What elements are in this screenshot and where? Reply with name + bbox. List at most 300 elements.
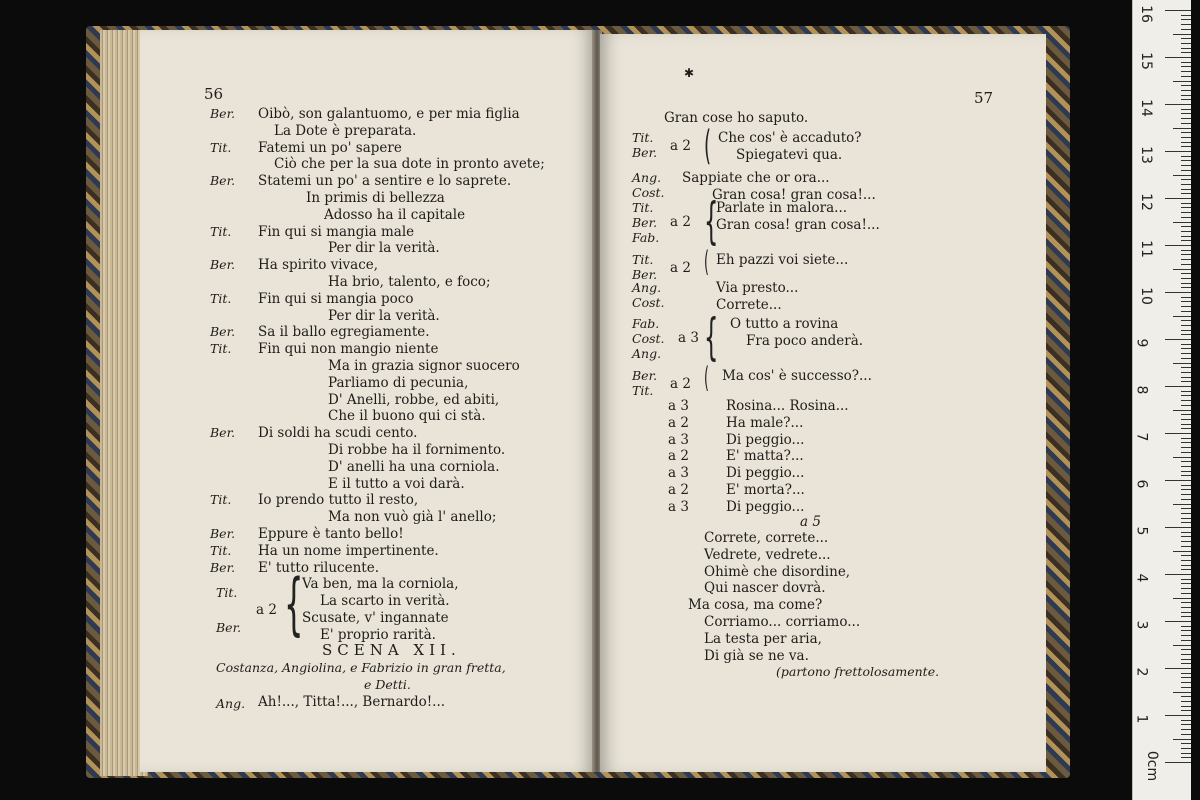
ruler-tick (1165, 151, 1191, 152)
ruler-label: 7 (1133, 432, 1150, 442)
ruler-tick (1181, 555, 1191, 556)
speaker-label: Cost. (632, 295, 665, 310)
ruler-tick (1181, 588, 1191, 589)
ruler-tick (1181, 207, 1191, 208)
ruler-tick (1181, 165, 1191, 166)
speaker-label: Ang. (632, 170, 662, 185)
duet-marker: a 2 (256, 602, 277, 618)
ruler-label: 14 (1137, 99, 1154, 117)
ruler-tick (1181, 381, 1191, 382)
ensemble-brace: { (704, 307, 719, 366)
speaker-label: Ber. (210, 173, 236, 189)
verse-line: Fatemi un po' sapere (258, 139, 402, 156)
verse-line: Ma in grazia signor suocero (328, 358, 520, 374)
verse-line: Gran cosa! gran cosa!... (712, 187, 876, 203)
ruler-tick (1165, 762, 1191, 763)
ruler-tick (1181, 43, 1191, 44)
verse-line: Di soldi ha scudi cento. (258, 425, 418, 442)
ruler-label: 5 (1133, 526, 1150, 536)
verse-line: Qui nascer dovrà. (704, 580, 826, 597)
ensemble-brace: { (704, 191, 719, 250)
ruler-tick (1181, 301, 1191, 302)
verse-line: Sappiate che or ora... (682, 170, 830, 186)
ruler-label: 10 (1137, 287, 1154, 305)
verse-line: Di peggio... (726, 431, 805, 448)
ruler-tick (1181, 236, 1191, 237)
verse-line: Ma cos' è successo?... (722, 368, 872, 384)
speaker-label: Ber. (210, 559, 236, 575)
ruler-tick (1181, 71, 1191, 72)
ruler-tick (1181, 156, 1191, 157)
ruler-tick (1165, 668, 1191, 669)
speaker-label: Ang. (216, 696, 246, 711)
stage-direction: Costanza, Angiolina, e Fabrizio in gran fretta, (216, 660, 506, 675)
ruler-tick (1165, 245, 1191, 246)
ruler-tick (1181, 348, 1191, 349)
ruler-tick (1181, 640, 1191, 641)
verse-line: Ah!..., Titta!..., Bernardo!... (258, 694, 446, 710)
speaker-label: Ang. (632, 280, 662, 295)
ruler-tick (1181, 334, 1191, 335)
ensemble-marker: a 3 (678, 330, 699, 346)
ensemble-marker: a 2 (670, 376, 691, 392)
ruler-tick (1181, 532, 1191, 533)
left-page (140, 30, 594, 772)
ruler-tick (1181, 536, 1191, 537)
ruler-label: 4 (1133, 573, 1150, 583)
ruler-tick (1181, 358, 1191, 359)
ruler-label: 9 (1133, 338, 1150, 348)
speaker-label: Ber. (210, 257, 236, 273)
ruler-tick (1181, 76, 1191, 77)
verse-line: Oibò, son galantuomo, e per mia figlia (258, 106, 520, 122)
speaker-label: Fab. (632, 230, 660, 245)
ruler-tick (1165, 292, 1191, 293)
speaker-label: Fab. (632, 316, 660, 331)
ensemble-marker: a 3 (668, 465, 689, 482)
speaker-label: Tit. (210, 290, 232, 306)
verse-line: Per dir la verità. (328, 240, 440, 257)
speaker-label: Tit. (210, 492, 232, 508)
speaker-label: Ber. (210, 324, 236, 340)
ruler-tick (1181, 626, 1191, 627)
ruler-tick (1181, 123, 1191, 124)
ensemble-marker: a 2 (668, 448, 689, 465)
speaker-label: Cost. (632, 185, 665, 200)
ruler-tick (1181, 518, 1191, 519)
ruler-tick (1165, 527, 1191, 528)
ruler-tick (1165, 715, 1191, 716)
verse-line: Fin qui si mangia male (258, 223, 415, 240)
verse-line: In primis di bellezza (306, 190, 445, 206)
ruler-tick (1173, 504, 1191, 505)
ensemble-marker: a 2 (670, 214, 691, 230)
verse-line: Ma cosa, ma come? (688, 597, 823, 614)
ruler-tick (1165, 433, 1191, 434)
verse-line: Ciò che per la sua dote in pronto avete; (274, 156, 545, 173)
speaker-label: Ber. (632, 215, 658, 230)
speaker-label: Tit. (210, 542, 232, 558)
exit-direction: (partono frettolosamente. (776, 664, 940, 679)
ruler-tick (1181, 179, 1191, 180)
ruler-tick (1181, 259, 1191, 260)
ruler-tick (1181, 146, 1191, 147)
ruler-tick (1181, 400, 1191, 401)
ruler-tick (1181, 466, 1191, 467)
ruler-label: 16 (1137, 5, 1154, 23)
ruler-tick (1165, 57, 1191, 58)
ruler-tick (1181, 673, 1191, 674)
ruler-tick (1181, 452, 1191, 453)
measuring-ruler (1132, 0, 1191, 800)
ruler-label: 13 (1137, 146, 1154, 164)
verse-line: La Dote è preparata. (274, 122, 417, 139)
ruler-tick (1181, 706, 1191, 707)
ruler-tick (1173, 410, 1191, 411)
verse-line: Per dir la verità. (328, 307, 440, 324)
ruler-tick (1173, 363, 1191, 364)
verse-line: Di peggio... (726, 465, 805, 482)
verse-line: Rosina... Rosina... (726, 398, 849, 414)
ruler-tick (1181, 15, 1191, 16)
ruler-tick (1181, 95, 1191, 96)
verse-line: Ohimè che disordine, (704, 563, 851, 580)
speaker-label: Ber. (632, 145, 658, 160)
ruler-tick (1173, 551, 1191, 552)
speaker-label: Ber. (632, 267, 658, 282)
verse-line: Parliamo di pecunia, (328, 374, 469, 391)
ruler-tick (1181, 132, 1191, 133)
ensemble-marker: a 2 (668, 482, 689, 498)
verse-line: Ha brio, talento, e foco; (328, 274, 491, 290)
verse-line: Corriamo... corriamo... (704, 614, 861, 630)
ruler-tick (1181, 494, 1191, 495)
verse-line: Eh pazzi voi siete... (716, 252, 849, 268)
ruler-tick (1181, 330, 1191, 331)
verse-line: Fin qui si mangia poco (258, 290, 414, 307)
ruler-tick (1181, 734, 1191, 735)
verse-line: Vedrete, vedrete... (704, 546, 831, 563)
ruler-label: 2 (1133, 667, 1150, 677)
ensemble-brace: ( (704, 361, 709, 394)
ruler-tick (1181, 109, 1191, 110)
ruler-tick (1181, 710, 1191, 711)
ruler-tick (1181, 297, 1191, 298)
verse-line: Di già se ne va. (704, 647, 809, 664)
verse-line: E' tutto rilucente. (258, 559, 379, 576)
duet-line: E' proprio rarità. (320, 627, 436, 643)
speaker-label: Tit. (210, 341, 232, 357)
ruler-tick (1181, 391, 1191, 392)
ruler-tick (1181, 428, 1191, 429)
ruler-tick (1181, 344, 1191, 345)
ruler-tick (1181, 62, 1191, 63)
ruler-tick (1181, 189, 1191, 190)
ruler-tick (1181, 522, 1191, 523)
ruler-tick (1181, 565, 1191, 566)
verse-line: La testa per aria, (704, 630, 822, 647)
ruler-tick (1173, 269, 1191, 270)
ruler-tick (1181, 250, 1191, 251)
ruler-tick (1181, 748, 1191, 749)
ruler-tick (1181, 720, 1191, 721)
ruler-tick (1181, 19, 1191, 20)
ruler-tick (1173, 175, 1191, 176)
ruler-label: 8 (1133, 385, 1150, 395)
ruler-tick (1181, 85, 1191, 86)
verse-line: Correte... (716, 297, 782, 313)
ruler-tick (1173, 81, 1191, 82)
ruler-tick (1165, 104, 1191, 105)
ruler-tick (1181, 663, 1191, 664)
ruler-tick (1165, 10, 1191, 11)
ruler-tick (1181, 442, 1191, 443)
verse-line: Correte, correte... (704, 530, 829, 546)
ruler-tick (1181, 231, 1191, 232)
ruler-tick (1181, 612, 1191, 613)
ruler-tick (1181, 461, 1191, 462)
verse-line: Io prendo tutto il resto, (258, 492, 419, 509)
ruler-label: 3 (1133, 620, 1150, 630)
ruler-tick (1181, 546, 1191, 547)
ruler-tick (1181, 184, 1191, 185)
ruler-label: 1 (1133, 714, 1150, 724)
ruler-tick (1181, 240, 1191, 241)
a5-label: a 5 (800, 514, 821, 530)
ruler-tick (1181, 24, 1191, 25)
ruler-tick (1181, 325, 1191, 326)
ruler-tick (1181, 90, 1191, 91)
speaker-label: Tit. (632, 200, 654, 215)
duet-line: Scusate, v' ingannate (302, 610, 449, 626)
scene-heading: SCENA XII. (322, 641, 461, 659)
duet-line: La scarto in verità. (320, 593, 450, 609)
ruler-tick (1181, 320, 1191, 321)
verse-line: Ha spirito vivace, (258, 257, 379, 274)
ruler-tick (1181, 142, 1191, 143)
ruler-tick (1165, 480, 1191, 481)
ensemble-marker: a 3 (668, 498, 689, 515)
ruler-tick (1181, 160, 1191, 161)
ruler-tick (1173, 692, 1191, 693)
verse-line: Fin qui non mangio niente (258, 341, 439, 358)
duet-speaker-1: Tit. (216, 585, 238, 600)
ensemble-brace: ( (704, 245, 709, 278)
star-mark: ✱ (684, 66, 695, 80)
ruler-tick (1181, 405, 1191, 406)
ruler-tick (1181, 283, 1191, 284)
ruler-tick (1181, 29, 1191, 30)
ruler-tick (1181, 471, 1191, 472)
speaker-label: Ber. (210, 425, 236, 441)
verse-line: Eppure è tanto bello! (258, 526, 404, 542)
speaker-label: Ang. (632, 346, 662, 361)
ruler-tick (1165, 386, 1191, 387)
verse-line: Di robbe ha il fornimento. (328, 442, 506, 458)
ruler-tick (1181, 659, 1191, 660)
ruler-tick (1181, 753, 1191, 754)
ruler-tick (1181, 38, 1191, 39)
ruler-tick (1165, 198, 1191, 199)
ruler-tick (1181, 264, 1191, 265)
ruler-tick (1181, 52, 1191, 53)
ruler-tick (1181, 602, 1191, 603)
ruler-tick (1181, 137, 1191, 138)
ruler-tick (1165, 621, 1191, 622)
ruler-tick (1181, 66, 1191, 67)
ensemble-marker: a 2 (670, 260, 691, 276)
ruler-tick (1181, 447, 1191, 448)
ensemble-brace: ( (704, 123, 712, 169)
ensemble-marker: a 2 (670, 138, 691, 154)
ruler-tick (1181, 508, 1191, 509)
verse-line: E' morta?... (726, 482, 805, 498)
ruler-tick (1181, 395, 1191, 396)
ruler-tick (1181, 99, 1191, 100)
ruler-tick (1181, 475, 1191, 476)
ruler-tick (1181, 687, 1191, 688)
ruler-tick (1181, 541, 1191, 542)
verse-line: Parlate in malora... (716, 200, 848, 216)
verse-line: Statemi un po' a sentire e lo saprete. (258, 173, 512, 190)
ruler-tick (1181, 649, 1191, 650)
ruler-tick (1181, 569, 1191, 570)
verse-line: Sa il ballo egregiamente. (258, 324, 430, 341)
ruler-tick (1173, 457, 1191, 458)
verse-line: E' matta?... (726, 448, 804, 465)
ruler-label: 0cm (1144, 750, 1161, 782)
ruler-tick (1181, 682, 1191, 683)
ruler-label: 11 (1137, 240, 1154, 258)
verse-line: Via presto... (716, 280, 799, 296)
ruler-tick (1181, 489, 1191, 490)
ruler-tick (1181, 48, 1191, 49)
ruler-tick (1181, 696, 1191, 697)
speaker-label: Ber. (632, 368, 658, 383)
ruler-tick (1181, 367, 1191, 368)
ruler-tick (1181, 118, 1191, 119)
ruler-tick (1181, 616, 1191, 617)
ruler-label: 6 (1133, 479, 1150, 489)
ruler-tick (1181, 757, 1191, 758)
verse-line: Che il buono qui ci stà. (328, 408, 486, 425)
ruler-label: 15 (1137, 52, 1154, 70)
ruler-tick (1173, 316, 1191, 317)
duet-line: Va ben, ma la corniola, (302, 576, 459, 592)
ruler-tick (1181, 729, 1191, 730)
ensemble-marker: a 2 (668, 414, 689, 431)
verse-line: D' Anelli, robbe, ed abiti, (328, 391, 500, 408)
duet-brace: { (284, 565, 304, 644)
verse-line: Gran cosa! gran cosa!... (716, 217, 880, 233)
right-page (600, 34, 1046, 772)
speaker-label: Tit. (210, 223, 232, 239)
ruler-tick (1181, 485, 1191, 486)
ruler-tick (1181, 377, 1191, 378)
page-number: 56 (204, 85, 224, 103)
ruler-tick (1173, 645, 1191, 646)
ruler-tick (1173, 739, 1191, 740)
ruler-tick (1181, 499, 1191, 500)
ruler-tick (1181, 287, 1191, 288)
ruler-tick (1173, 598, 1191, 599)
verse-line: Ha un nome impertinente. (258, 542, 439, 559)
speaker-label: Tit. (632, 130, 654, 145)
opening-line: Gran cose ho saputo. (664, 110, 809, 126)
verse-line: Adosso ha il capitale (324, 206, 466, 223)
speaker-label: Cost. (632, 331, 665, 346)
ruler-tick (1181, 593, 1191, 594)
speaker-label: Ber. (210, 526, 236, 541)
speaker-label: Ber. (210, 106, 236, 121)
ruler-tick (1165, 574, 1191, 575)
ruler-tick (1181, 560, 1191, 561)
ruler-label: 12 (1137, 193, 1154, 211)
page-number: 57 (974, 89, 994, 107)
ruler-tick (1181, 311, 1191, 312)
ruler-tick (1181, 607, 1191, 608)
ruler-tick (1181, 677, 1191, 678)
verse-line: Di peggio... (726, 498, 805, 515)
speaker-label: Tit. (632, 252, 654, 267)
ensemble-marker: a 3 (668, 431, 689, 448)
ruler-tick (1181, 743, 1191, 744)
verse-line: E il tutto a voi darà. (328, 475, 465, 492)
ruler-tick (1181, 278, 1191, 279)
ruler-tick (1181, 630, 1191, 631)
verse-line: Ma non vuò già l' anello; (328, 509, 497, 526)
ruler-tick (1181, 513, 1191, 514)
ruler-tick (1181, 414, 1191, 415)
ruler-tick (1181, 306, 1191, 307)
stage-direction: e Detti. (364, 677, 411, 692)
ruler-tick (1181, 635, 1191, 636)
ruler-tick (1181, 113, 1191, 114)
verse-line: Spiegatevi qua. (736, 147, 843, 163)
ruler-tick (1181, 217, 1191, 218)
ruler-tick (1181, 724, 1191, 725)
ruler-tick (1181, 273, 1191, 274)
ruler-tick (1181, 353, 1191, 354)
verse-line: Fra poco anderà. (746, 333, 864, 349)
ruler-tick (1181, 170, 1191, 171)
speaker-label: Tit. (210, 139, 232, 155)
ensemble-marker: a 3 (668, 398, 689, 414)
duet-speaker-2: Ber. (216, 620, 242, 635)
ruler-tick (1181, 579, 1191, 580)
ruler-tick (1181, 583, 1191, 584)
ruler-tick (1181, 254, 1191, 255)
ruler-tick (1181, 438, 1191, 439)
ruler-tick (1181, 419, 1191, 420)
ruler-tick (1165, 339, 1191, 340)
ruler-tick (1181, 212, 1191, 213)
ruler-tick (1181, 424, 1191, 425)
speaker-label: Tit. (632, 383, 654, 398)
ruler-tick (1181, 701, 1191, 702)
verse-line: Che cos' è accaduto? (718, 130, 862, 146)
ruler-tick (1181, 372, 1191, 373)
ruler-tick (1173, 128, 1191, 129)
ruler-tick (1181, 193, 1191, 194)
ruler-tick (1181, 203, 1191, 204)
verse-line: O tutto a rovina (730, 316, 839, 332)
ruler-tick (1181, 654, 1191, 655)
ruler-tick (1173, 34, 1191, 35)
ruler-tick (1173, 222, 1191, 223)
ruler-tick (1181, 226, 1191, 227)
verse-line: Ha male?... (726, 414, 804, 431)
